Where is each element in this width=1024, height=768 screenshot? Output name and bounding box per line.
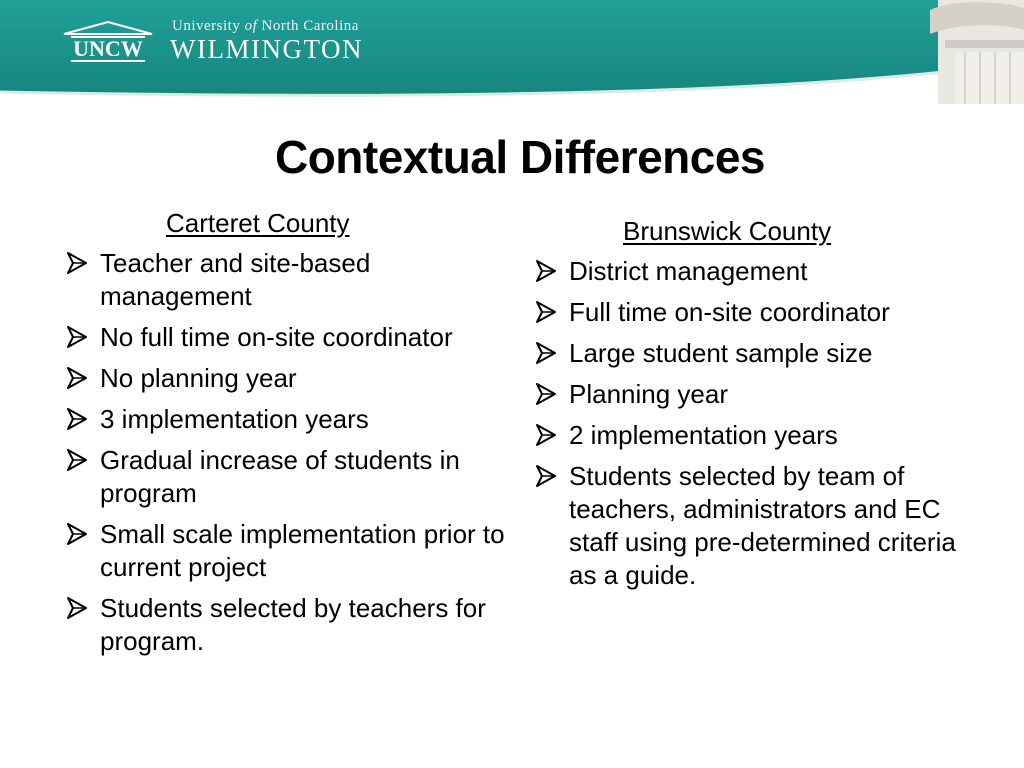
left-column-heading: Carteret County [166,208,350,238]
right-column [533,215,983,600]
list-item [533,378,983,411]
list-item-text: Students selected by teachers for program. [100,593,486,656]
university-name-line2: WILMINGTON [170,34,363,64]
header-banner [0,0,1024,104]
list-item-text: Small scale implementation prior to current project [100,519,505,582]
arrow-bullet-icon [64,594,90,622]
arrow-bullet-icon [533,380,559,408]
list-item-text: District management [569,256,808,286]
uncw-logo [56,18,160,62]
list-item [64,321,514,354]
list-item-text: 2 implementation years [569,420,838,450]
list-item-text: Students selected by team of teachers, administrators and EC staff using pre-determined criteria as a guide. [569,461,956,590]
list-item [533,337,983,370]
arrow-bullet-icon [533,298,559,326]
list-item [64,362,514,395]
list-item [533,255,983,288]
list-item-text: 3 implementation years [100,404,369,434]
arrow-bullet-icon [533,339,559,367]
list-item-text: Full time on-site coordinator [569,297,890,327]
slide-title: Contextual Differences [274,131,765,183]
arrow-bullet-icon [533,462,559,490]
list-item [64,592,514,658]
list-item-text: Large student sample size [569,338,873,368]
list-item [533,419,983,452]
list-item [533,296,983,329]
arrow-bullet-icon [64,405,90,433]
university-name-line1: University of North Carolina [172,18,359,34]
arrow-bullet-icon [533,257,559,285]
list-item [64,247,514,313]
arrow-bullet-icon [64,323,90,351]
list-item-text: No full time on-site coordinator [100,322,453,352]
list-item-text: Gradual increase of students in program [100,445,460,508]
logo-roof-icon [60,20,156,36]
arrow-bullet-icon [64,364,90,392]
list-item [64,444,514,510]
arrow-bullet-icon [533,421,559,449]
right-column-heading: Brunswick County [623,216,832,246]
left-bullet-list [64,247,514,658]
logo-text: UNCW [73,36,143,61]
right-bullet-list [533,255,983,592]
list-item-text: No planning year [100,363,297,393]
list-item-text: Planning year [569,379,728,409]
arrow-bullet-icon [64,446,90,474]
column-capital-icon [930,0,1024,104]
list-item [64,403,514,436]
list-item [64,518,514,584]
left-column [64,207,514,666]
list-item [533,460,983,592]
arrow-bullet-icon [64,249,90,277]
list-item-text: Teacher and site-based management [100,248,371,311]
arrow-bullet-icon [64,520,90,548]
